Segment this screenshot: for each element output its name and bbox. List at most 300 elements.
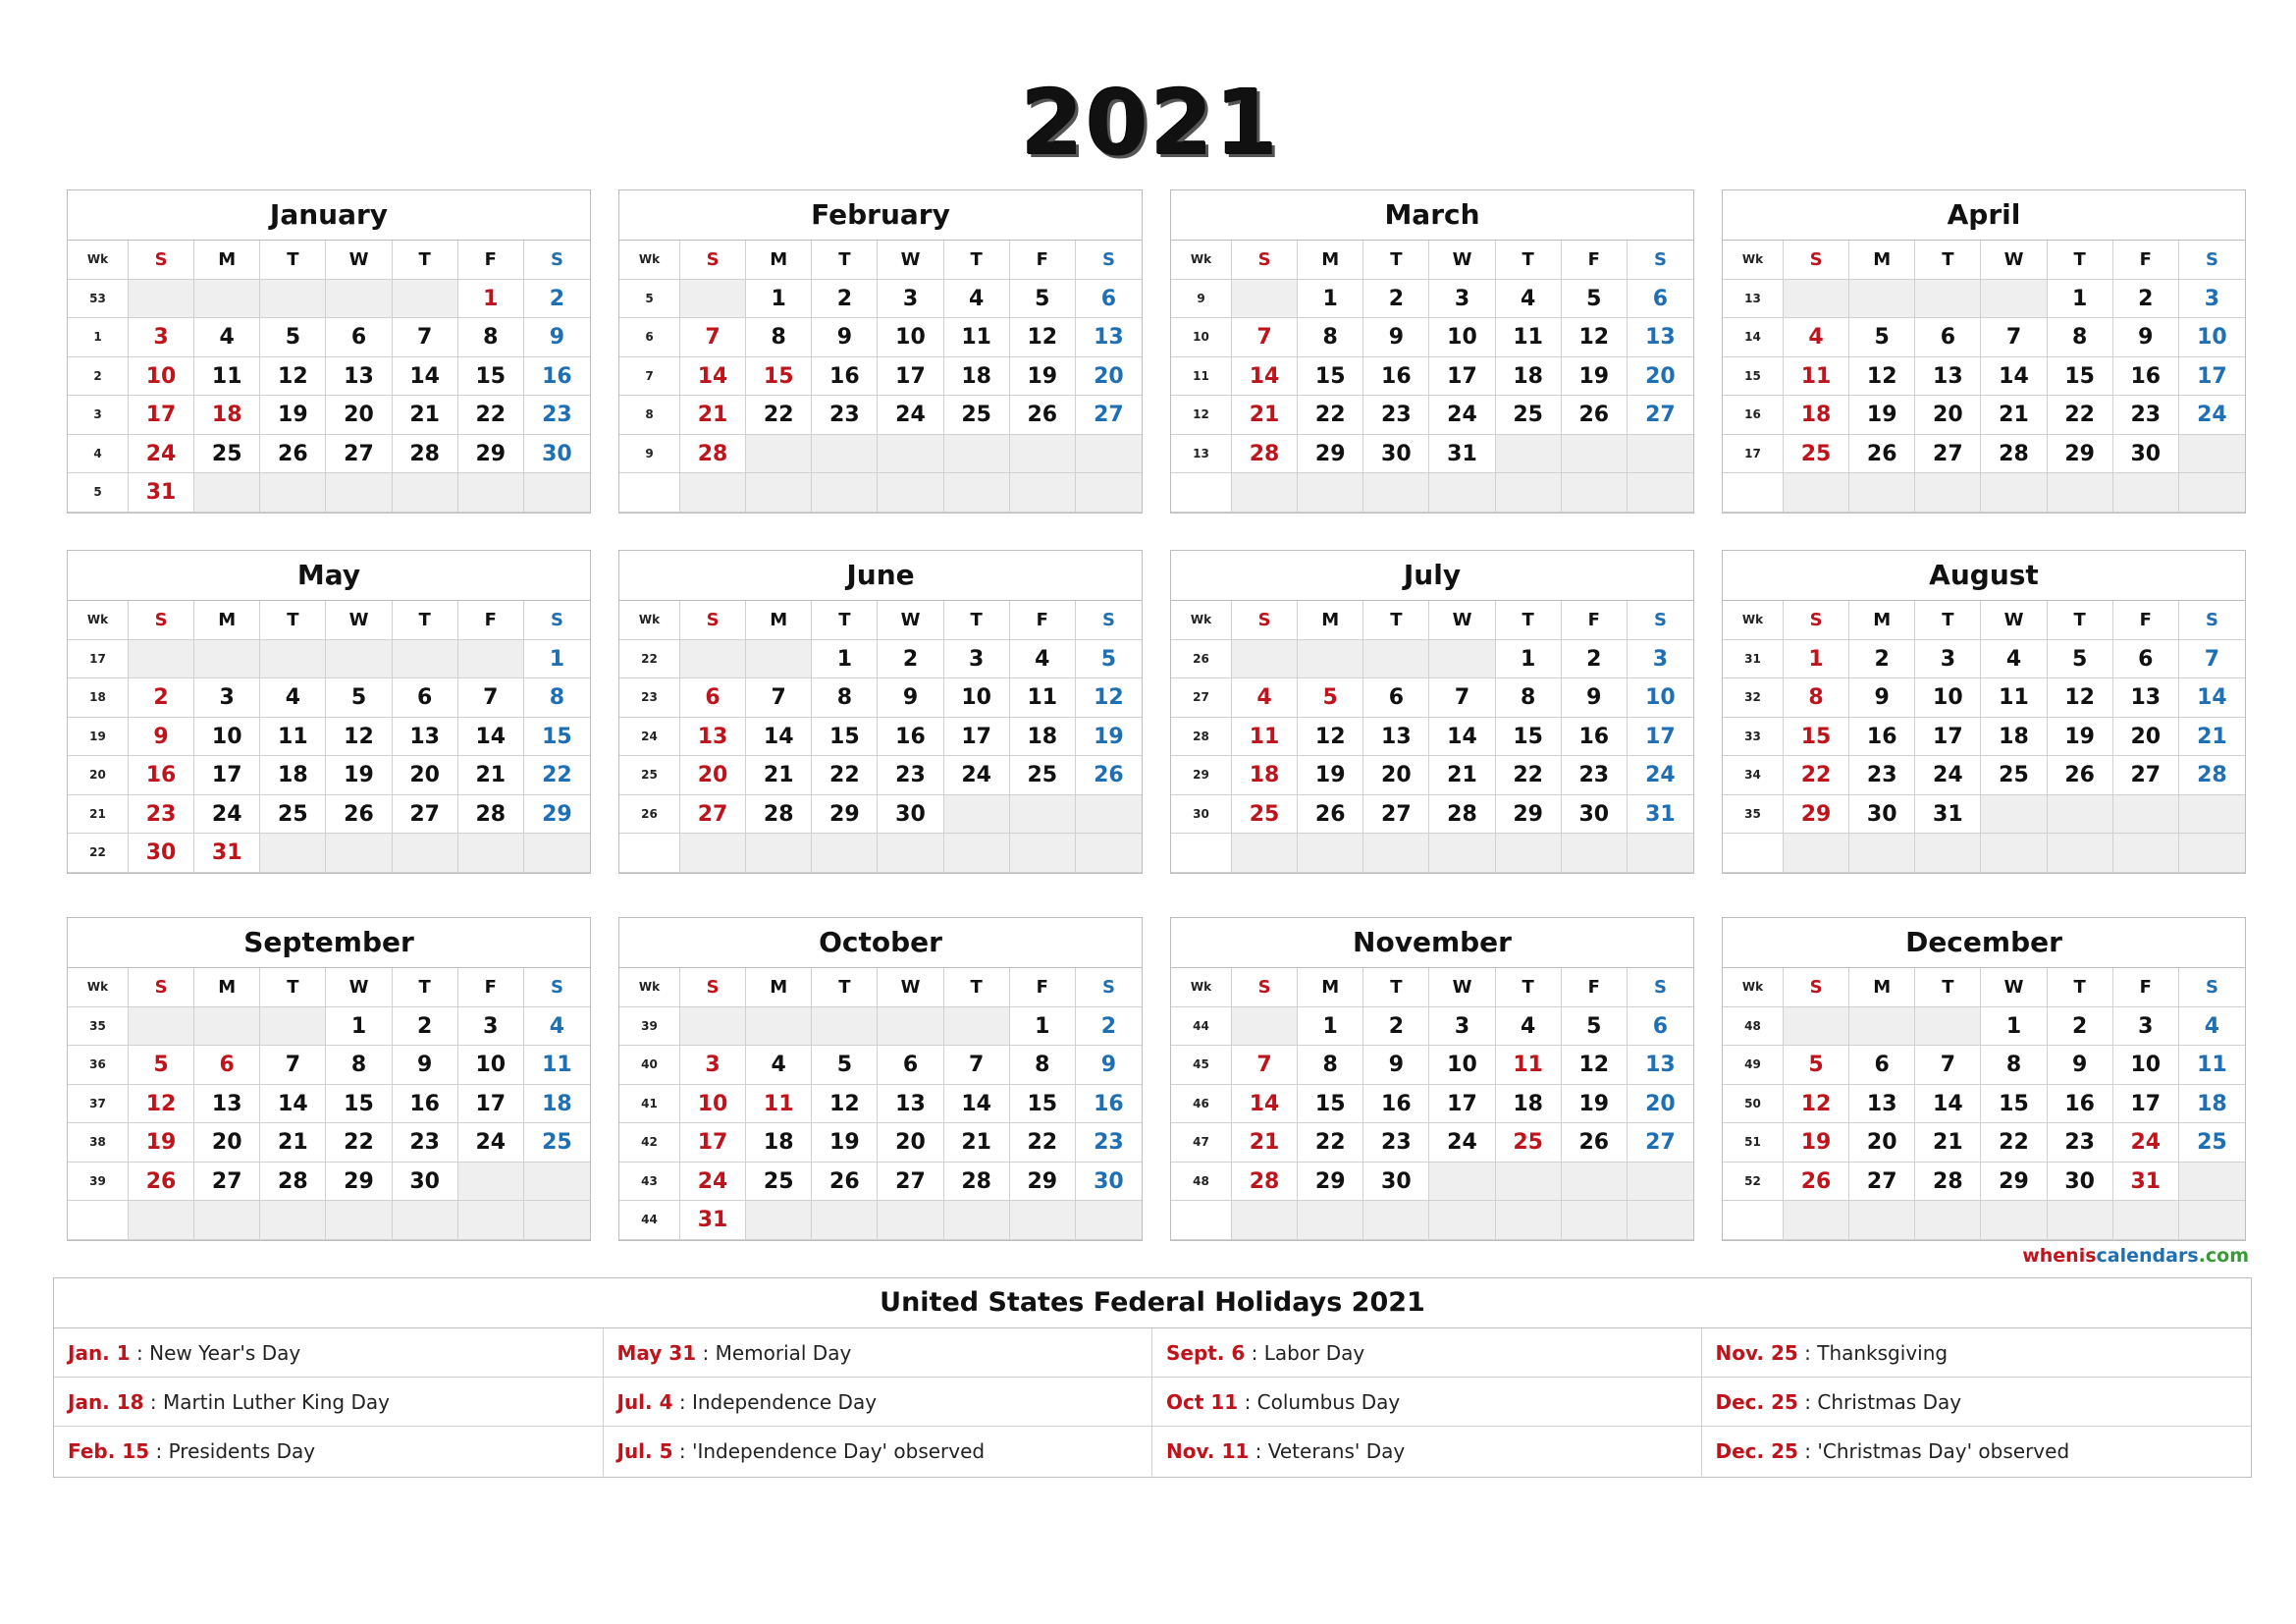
- empty-day-cell: [524, 1163, 590, 1202]
- weekday-header: S: [1784, 968, 1849, 1007]
- day-cell: 5: [1076, 640, 1142, 679]
- day-cell: 9: [878, 678, 943, 718]
- weekday-header: S: [524, 601, 590, 640]
- day-cell: 4: [1010, 640, 1076, 679]
- day-cell: 20: [393, 756, 458, 795]
- empty-day-cell: [524, 1201, 590, 1240]
- day-cell: 26: [1076, 756, 1142, 795]
- day-cell: 11: [260, 718, 326, 757]
- empty-day-cell: [1232, 473, 1298, 513]
- day-cell: 19: [1076, 718, 1142, 757]
- day-cell: 23: [393, 1123, 458, 1163]
- weekday-header: W: [878, 601, 943, 640]
- day-cell: 3: [680, 1046, 746, 1085]
- day-cell: 25: [1496, 1123, 1562, 1163]
- weekday-header: S: [680, 241, 746, 280]
- holiday-entry: [1152, 1427, 1702, 1476]
- holiday-date: Dec. 25: [1715, 1439, 1798, 1463]
- day-cell: 20: [1849, 1123, 1915, 1163]
- day-cell: 18: [1496, 357, 1562, 397]
- day-cell: 10: [2179, 318, 2245, 357]
- holiday-date: Sept. 6: [1166, 1341, 1246, 1365]
- month-october: [618, 917, 1143, 1241]
- week-number-header: Wk: [1723, 601, 1784, 640]
- empty-day-cell: [2048, 1201, 2113, 1240]
- week-number-header: Wk: [1171, 968, 1232, 1007]
- empty-day-cell: [1628, 1163, 1693, 1202]
- day-cell: 12: [1298, 718, 1363, 757]
- week-number: [619, 834, 680, 873]
- day-cell: 22: [1496, 756, 1562, 795]
- day-cell: 15: [458, 357, 524, 397]
- day-cell: 2: [393, 1007, 458, 1047]
- day-cell: 12: [1076, 678, 1142, 718]
- day-cell: 17: [1915, 718, 1981, 757]
- empty-day-cell: [1076, 473, 1142, 513]
- week-number: 24: [619, 718, 680, 757]
- empty-day-cell: [1076, 834, 1142, 873]
- day-cell: 18: [194, 396, 260, 435]
- holiday-name: Independence Day: [691, 1390, 878, 1414]
- day-cell: 5: [326, 678, 392, 718]
- day-cell: 15: [1298, 357, 1363, 397]
- weekday-header: T: [1915, 601, 1981, 640]
- day-cell: 24: [944, 756, 1010, 795]
- month-title: August: [1723, 551, 2245, 601]
- weekday-header: S: [1628, 968, 1693, 1007]
- day-cell: 16: [524, 357, 590, 397]
- day-cell: 20: [1363, 756, 1429, 795]
- empty-day-cell: [1363, 640, 1429, 679]
- day-cell: 5: [1784, 1046, 1849, 1085]
- day-cell: 7: [1232, 318, 1298, 357]
- holiday-name: Christmas Day: [1817, 1390, 1962, 1414]
- day-cell: 19: [1010, 357, 1076, 397]
- week-number: 23: [619, 678, 680, 718]
- day-cell: 26: [326, 795, 392, 835]
- empty-day-cell: [458, 1201, 524, 1240]
- weekday-header: T: [2048, 241, 2113, 280]
- month-title: July: [1171, 551, 1693, 601]
- day-cell: 5: [129, 1046, 194, 1085]
- day-cell: 18: [1784, 396, 1849, 435]
- day-cell: 22: [812, 756, 878, 795]
- day-cell: 14: [458, 718, 524, 757]
- holiday-separator: :: [1245, 1341, 1264, 1365]
- day-cell: 2: [129, 678, 194, 718]
- holiday-date: Jul. 5: [616, 1439, 673, 1463]
- empty-day-cell: [1915, 1201, 1981, 1240]
- day-cell: 26: [1562, 396, 1628, 435]
- week-number-header: Wk: [619, 601, 680, 640]
- day-cell: 1: [524, 640, 590, 679]
- month-february: [618, 189, 1143, 514]
- week-number-header: Wk: [619, 241, 680, 280]
- day-cell: 24: [194, 795, 260, 835]
- day-cell: 30: [1076, 1163, 1142, 1202]
- day-cell: 27: [326, 435, 392, 474]
- day-cell: 2: [2048, 1007, 2113, 1047]
- day-cell: 27: [2113, 756, 2179, 795]
- day-cell: 14: [680, 357, 746, 397]
- empty-day-cell: [1915, 834, 1981, 873]
- day-cell: 24: [2179, 396, 2245, 435]
- day-cell: 4: [194, 318, 260, 357]
- day-cell: 11: [746, 1085, 812, 1124]
- empty-day-cell: [393, 280, 458, 319]
- day-cell: 11: [1232, 718, 1298, 757]
- weekday-header: S: [1076, 241, 1142, 280]
- day-cell: 13: [2113, 678, 2179, 718]
- empty-day-cell: [1562, 473, 1628, 513]
- month-june: [618, 550, 1143, 874]
- day-cell: 28: [1232, 1163, 1298, 1202]
- empty-day-cell: [2048, 834, 2113, 873]
- day-cell: 6: [1849, 1046, 1915, 1085]
- holiday-separator: :: [1238, 1390, 1257, 1414]
- weekday-header: T: [1496, 968, 1562, 1007]
- day-cell: 7: [746, 678, 812, 718]
- empty-day-cell: [1363, 834, 1429, 873]
- empty-day-cell: [1628, 473, 1693, 513]
- day-cell: 10: [129, 357, 194, 397]
- weekday-header: F: [458, 601, 524, 640]
- week-number-header: Wk: [1723, 968, 1784, 1007]
- day-cell: 29: [1496, 795, 1562, 835]
- day-cell: 2: [1562, 640, 1628, 679]
- week-number: 33: [1723, 718, 1784, 757]
- weekday-header: W: [326, 601, 392, 640]
- empty-day-cell: [2113, 834, 2179, 873]
- day-cell: 24: [680, 1163, 746, 1202]
- day-cell: 22: [746, 396, 812, 435]
- day-cell: 24: [458, 1123, 524, 1163]
- day-cell: 5: [1562, 1007, 1628, 1047]
- month-may: [67, 550, 591, 874]
- day-cell: 28: [680, 435, 746, 474]
- day-cell: 17: [878, 357, 943, 397]
- day-cell: 3: [1628, 640, 1693, 679]
- week-number: [1171, 834, 1232, 873]
- day-cell: 13: [1628, 318, 1693, 357]
- federal-holidays-table: [53, 1277, 2252, 1478]
- day-cell: 29: [524, 795, 590, 835]
- day-cell: 13: [1628, 1046, 1693, 1085]
- weekday-header: F: [1010, 241, 1076, 280]
- day-cell: 18: [2179, 1085, 2245, 1124]
- weekday-header: M: [1298, 968, 1363, 1007]
- day-cell: 10: [1628, 678, 1693, 718]
- day-cell: 26: [2048, 756, 2113, 795]
- week-number-header: Wk: [619, 968, 680, 1007]
- day-cell: 6: [1628, 1007, 1693, 1047]
- holiday-name: Columbus Day: [1256, 1390, 1401, 1414]
- day-cell: 11: [1010, 678, 1076, 718]
- day-cell: 27: [878, 1163, 943, 1202]
- weekday-header: F: [2113, 241, 2179, 280]
- weekday-header: S: [129, 968, 194, 1007]
- day-cell: 9: [129, 718, 194, 757]
- day-cell: 5: [1562, 280, 1628, 319]
- day-cell: 6: [326, 318, 392, 357]
- day-cell: 31: [194, 834, 260, 873]
- day-cell: 9: [524, 318, 590, 357]
- day-cell: 1: [746, 280, 812, 319]
- week-number: 27: [1171, 678, 1232, 718]
- holiday-entry: [604, 1328, 1153, 1378]
- holiday-separator: :: [1797, 1390, 1818, 1414]
- empty-day-cell: [1429, 473, 1495, 513]
- day-cell: 18: [1981, 718, 2047, 757]
- day-cell: 1: [2048, 280, 2113, 319]
- day-cell: 21: [1429, 756, 1495, 795]
- day-cell: 25: [1496, 396, 1562, 435]
- day-cell: 25: [944, 396, 1010, 435]
- empty-day-cell: [260, 473, 326, 513]
- empty-day-cell: [194, 473, 260, 513]
- day-cell: 2: [1363, 1007, 1429, 1047]
- day-cell: 1: [1981, 1007, 2047, 1047]
- month-days-grid: [68, 241, 590, 513]
- day-cell: 11: [1981, 678, 2047, 718]
- empty-day-cell: [1429, 1163, 1495, 1202]
- day-cell: 17: [458, 1085, 524, 1124]
- day-cell: 18: [1010, 718, 1076, 757]
- month-days-grid: [1171, 968, 1693, 1240]
- day-cell: 6: [393, 678, 458, 718]
- day-cell: 7: [1915, 1046, 1981, 1085]
- week-number: 38: [68, 1123, 129, 1163]
- day-cell: 26: [1298, 795, 1363, 835]
- weekday-header: T: [1915, 241, 1981, 280]
- day-cell: 2: [1076, 1007, 1142, 1047]
- day-cell: 24: [129, 435, 194, 474]
- day-cell: 5: [1849, 318, 1915, 357]
- day-cell: 13: [680, 718, 746, 757]
- weekday-header: M: [194, 601, 260, 640]
- empty-day-cell: [944, 1007, 1010, 1047]
- empty-day-cell: [129, 1201, 194, 1240]
- week-number: 53: [68, 280, 129, 319]
- weekday-header: S: [2179, 241, 2245, 280]
- day-cell: 3: [1429, 1007, 1495, 1047]
- day-cell: 21: [458, 756, 524, 795]
- day-cell: 26: [260, 435, 326, 474]
- empty-day-cell: [1010, 473, 1076, 513]
- day-cell: 28: [2179, 756, 2245, 795]
- day-cell: 21: [2179, 718, 2245, 757]
- day-cell: 25: [1232, 795, 1298, 835]
- credit-part-1: whenis: [2022, 1245, 2097, 1267]
- day-cell: 19: [129, 1123, 194, 1163]
- day-cell: 31: [129, 473, 194, 513]
- empty-day-cell: [1784, 834, 1849, 873]
- day-cell: 29: [2048, 435, 2113, 474]
- day-cell: 15: [1010, 1085, 1076, 1124]
- month-days-grid: [1723, 601, 2245, 873]
- day-cell: 24: [2113, 1123, 2179, 1163]
- weekday-header: T: [393, 241, 458, 280]
- empty-day-cell: [524, 473, 590, 513]
- empty-day-cell: [129, 640, 194, 679]
- day-cell: 23: [2113, 396, 2179, 435]
- day-cell: 4: [746, 1046, 812, 1085]
- day-cell: 30: [393, 1163, 458, 1202]
- day-cell: 28: [458, 795, 524, 835]
- day-cell: 21: [1915, 1123, 1981, 1163]
- day-cell: 1: [1298, 280, 1363, 319]
- day-cell: 1: [1784, 640, 1849, 679]
- day-cell: 12: [812, 1085, 878, 1124]
- empty-day-cell: [878, 1007, 943, 1047]
- week-number: 52: [1723, 1163, 1784, 1202]
- empty-day-cell: [1076, 435, 1142, 474]
- week-number: 11: [1171, 357, 1232, 397]
- weekday-header: T: [812, 968, 878, 1007]
- day-cell: 25: [1981, 756, 2047, 795]
- empty-day-cell: [1562, 834, 1628, 873]
- day-cell: 17: [1429, 1085, 1495, 1124]
- month-days-grid: [619, 241, 1142, 513]
- week-number: 46: [1171, 1085, 1232, 1124]
- day-cell: 26: [1562, 1123, 1628, 1163]
- month-title: March: [1171, 190, 1693, 241]
- day-cell: 26: [129, 1163, 194, 1202]
- day-cell: 22: [1981, 1123, 2047, 1163]
- week-number: [1723, 1201, 1784, 1240]
- day-cell: 6: [1363, 678, 1429, 718]
- week-number: 40: [619, 1046, 680, 1085]
- day-cell: 12: [2048, 678, 2113, 718]
- day-cell: 13: [326, 357, 392, 397]
- weekday-header: S: [1784, 241, 1849, 280]
- week-number-header: Wk: [1723, 241, 1784, 280]
- empty-day-cell: [2113, 473, 2179, 513]
- empty-day-cell: [1562, 1163, 1628, 1202]
- day-cell: 26: [1010, 396, 1076, 435]
- empty-day-cell: [944, 834, 1010, 873]
- empty-day-cell: [1981, 1201, 2047, 1240]
- week-number: 28: [1171, 718, 1232, 757]
- day-cell: 21: [1232, 396, 1298, 435]
- holiday-separator: :: [149, 1439, 169, 1463]
- month-days-grid: [1723, 968, 2245, 1240]
- empty-day-cell: [812, 435, 878, 474]
- day-cell: 9: [1363, 1046, 1429, 1085]
- weekday-header: S: [1784, 601, 1849, 640]
- weekday-header: W: [1429, 968, 1495, 1007]
- day-cell: 24: [1915, 756, 1981, 795]
- weekday-header: W: [326, 968, 392, 1007]
- day-cell: 23: [1363, 396, 1429, 435]
- empty-day-cell: [812, 473, 878, 513]
- week-number: 45: [1171, 1046, 1232, 1085]
- holiday-name: 'Independence Day' observed: [691, 1439, 986, 1463]
- empty-day-cell: [1849, 1201, 1915, 1240]
- day-cell: 20: [1915, 396, 1981, 435]
- day-cell: 15: [2048, 357, 2113, 397]
- empty-day-cell: [1784, 1007, 1849, 1047]
- day-cell: 29: [1784, 795, 1849, 835]
- holiday-date: Jul. 4: [616, 1390, 673, 1414]
- day-cell: 15: [1784, 718, 1849, 757]
- day-cell: 22: [1784, 756, 1849, 795]
- day-cell: 19: [326, 756, 392, 795]
- weekday-header: T: [1363, 241, 1429, 280]
- empty-day-cell: [1496, 1201, 1562, 1240]
- day-cell: 13: [1076, 318, 1142, 357]
- day-cell: 25: [194, 435, 260, 474]
- week-number-header: Wk: [68, 968, 129, 1007]
- day-cell: 10: [878, 318, 943, 357]
- week-number: 44: [619, 1201, 680, 1240]
- day-cell: 29: [1298, 1163, 1363, 1202]
- weekday-header: M: [1849, 968, 1915, 1007]
- weekday-header: S: [1232, 241, 1298, 280]
- day-cell: 15: [326, 1085, 392, 1124]
- weekday-header: T: [393, 968, 458, 1007]
- empty-day-cell: [680, 1007, 746, 1047]
- empty-day-cell: [260, 834, 326, 873]
- week-number: 41: [619, 1085, 680, 1124]
- empty-day-cell: [1298, 640, 1363, 679]
- day-cell: 28: [260, 1163, 326, 1202]
- holiday-entry: [1702, 1427, 2252, 1476]
- empty-day-cell: [1429, 640, 1495, 679]
- day-cell: 4: [1784, 318, 1849, 357]
- week-number: 42: [619, 1123, 680, 1163]
- empty-day-cell: [393, 640, 458, 679]
- empty-day-cell: [944, 473, 1010, 513]
- day-cell: 7: [1429, 678, 1495, 718]
- day-cell: 9: [1363, 318, 1429, 357]
- day-cell: 26: [1849, 435, 1915, 474]
- weekday-header: S: [680, 601, 746, 640]
- holiday-name: Veterans' Day: [1267, 1439, 1406, 1463]
- day-cell: 25: [260, 795, 326, 835]
- week-number: [1723, 834, 1784, 873]
- empty-day-cell: [1784, 1201, 1849, 1240]
- empty-day-cell: [458, 834, 524, 873]
- day-cell: 21: [1232, 1123, 1298, 1163]
- day-cell: 18: [944, 357, 1010, 397]
- month-days-grid: [68, 601, 590, 873]
- day-cell: 1: [1496, 640, 1562, 679]
- site-credit[interactable]: [2022, 1245, 2249, 1267]
- week-number: 22: [68, 834, 129, 873]
- holiday-entry: [54, 1427, 604, 1476]
- week-number: 36: [68, 1046, 129, 1085]
- empty-day-cell: [326, 473, 392, 513]
- day-cell: 23: [1076, 1123, 1142, 1163]
- holiday-date: Nov. 25: [1715, 1341, 1798, 1365]
- day-cell: 6: [1628, 280, 1693, 319]
- day-cell: 27: [1628, 396, 1693, 435]
- weekday-header: S: [1232, 968, 1298, 1007]
- weekday-header: M: [194, 241, 260, 280]
- weekday-header: F: [1010, 968, 1076, 1007]
- week-number: 20: [68, 756, 129, 795]
- credit-part-2: calendars: [2096, 1245, 2199, 1267]
- empty-day-cell: [458, 640, 524, 679]
- week-number: 15: [1723, 357, 1784, 397]
- empty-day-cell: [1628, 1201, 1693, 1240]
- day-cell: 16: [1849, 718, 1915, 757]
- weekday-header: T: [2048, 968, 2113, 1007]
- empty-day-cell: [393, 1201, 458, 1240]
- weekday-header: W: [1429, 601, 1495, 640]
- holiday-date: Oct 11: [1166, 1390, 1239, 1414]
